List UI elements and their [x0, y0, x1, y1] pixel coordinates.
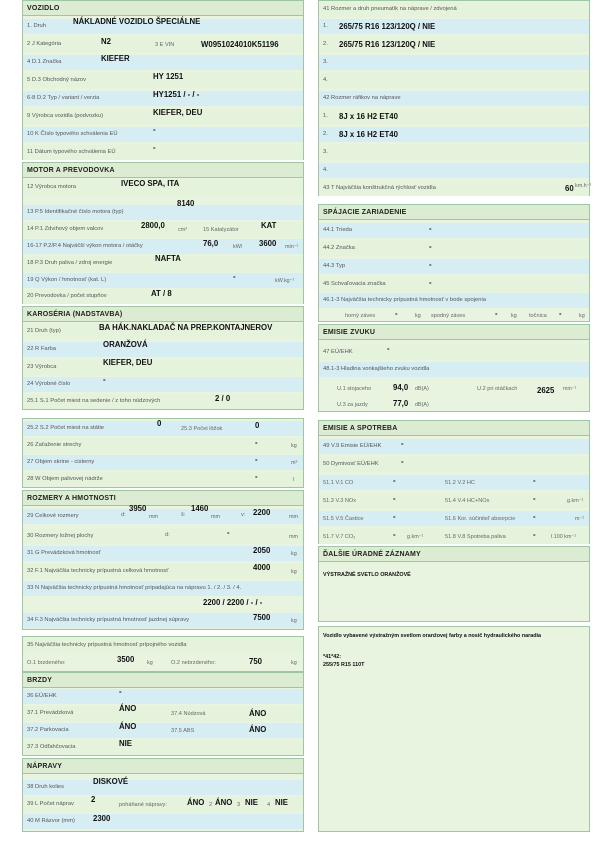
prevodovka-value: AT / 8	[151, 289, 172, 298]
vyrobca-value: KIEFER, DEU	[153, 108, 203, 117]
row-znacka: 4 D.1 Značka	[23, 55, 303, 70]
rychlost-value: 60	[565, 184, 574, 193]
row-datum-schvalenia: 11 Dátum typového schválenia EÚ	[23, 145, 303, 160]
nadrz-value: -	[255, 472, 258, 481]
prevadzkova-value: ÁNO	[119, 704, 137, 713]
brzdy-section	[22, 672, 304, 756]
unit-kg: kg	[291, 618, 297, 624]
unit-cm3: cm³	[178, 227, 187, 233]
row-vykon: 16-17 P.2/P.4 Najväčší výkon motora / otáčky	[23, 239, 303, 254]
o1-value: 3500	[117, 655, 135, 664]
dlzka-value: 3950	[129, 504, 147, 513]
row-farba: 22 R Farba	[23, 342, 303, 357]
row-eu: 36 EÚ/EHK	[23, 689, 303, 704]
zaznamy-section	[318, 546, 590, 622]
row-typ: 6-8 D.2 Typ / variant / verzia	[23, 91, 303, 106]
u2-label: U.2 pri otáčkach	[477, 386, 518, 392]
row-pneu-3: 3.	[319, 55, 589, 70]
row-hladina: 48.1-3 Hladina vonkajšieho zvuku vozidla	[319, 362, 589, 377]
lozna-value: -	[227, 528, 230, 537]
karoseria-section	[22, 306, 304, 410]
pohanane-3: NIE	[245, 798, 258, 807]
section-title: SPÁJACIE ZARIADENIE	[319, 205, 589, 220]
vin-value: W0951024010K51196	[201, 40, 279, 49]
row-druh: 1. Druh	[23, 19, 303, 34]
datum-schvalenia-value: -	[153, 143, 156, 152]
spotreba-label: 51.8 V.8 Spotreba paliva	[445, 534, 506, 540]
kategoria-value: N2	[101, 37, 111, 46]
row-prevadzkova: 37.1 Prevádzková	[23, 706, 303, 721]
vykon-value: 76,0	[203, 239, 219, 248]
section-title: NÁPRAVY	[23, 759, 303, 774]
row-naprava: 33 N Najväčšia technicky prípustná hmotnosť pripadajúca na nápravu 1. / 2. / 3. / 4.	[23, 581, 303, 596]
row-rafiky-2: 2.	[319, 127, 589, 142]
abs-value: ÁNO	[249, 725, 267, 734]
row-odlahcovacia: 37.3 Odľahčovacia	[23, 740, 303, 755]
min-unit: min⁻¹	[563, 386, 577, 392]
pneu-section	[318, 0, 590, 196]
row-objem-skrine: 27 Objem skrine - cisterny	[23, 455, 303, 470]
pohanane-1: ÁNO	[187, 798, 205, 807]
row-statie: 25.2 S.2 Počet miest na státie	[23, 421, 303, 436]
trieda-value: -	[429, 224, 432, 233]
u3-value: 77,0	[393, 399, 409, 408]
unit-kg: kg	[291, 660, 297, 666]
nudzova-value: ÁNO	[249, 709, 267, 718]
unit-mm: mm	[211, 514, 220, 520]
row-pocet-naprav: 39 L Počet náprav	[23, 797, 303, 812]
nudzova-label: 37.4 Núdzová	[171, 711, 206, 717]
row-vyrobca: 9 Výrobca vozidla (podvozku)	[23, 109, 303, 124]
miesta-value: 2 / 0	[215, 394, 231, 403]
section-title: KAROSÉRIA (NADSTAVBA)	[23, 307, 303, 322]
row-objem: 14 P.1 Zdvihový objem valcov	[23, 222, 303, 237]
row-vyrobca-motora: 12 Výrobca motora	[23, 180, 303, 195]
schvalovacia-value: -	[429, 278, 432, 287]
absorpcia-label: 51.6 Kor. súčiniteľ absorpcie	[445, 516, 516, 522]
pocet-naprav-value: 2	[91, 795, 96, 804]
druh-kolies-value: DISKOVÉ	[93, 777, 129, 786]
row-kategoria: 2 J Kategória	[23, 37, 303, 52]
unit-kg: kg	[579, 313, 585, 319]
row-pneu-4: 4.	[319, 73, 589, 88]
section-title: BRZDY	[23, 673, 303, 688]
o2-label: O.2 nebrzdeného:	[171, 660, 216, 666]
hc-nox-value: -	[533, 494, 536, 503]
spodny-zaves-label: spodný záves	[431, 313, 466, 319]
zaznam-text-4: 255/75 R15 110T	[323, 662, 365, 668]
pneu-value-1: 265/75 R16 123/120Q / NIE	[339, 22, 436, 31]
nox-value: -	[393, 494, 396, 503]
row-druh-typ: 21 Druh (typ)	[23, 324, 303, 339]
unit-gkm: g.km⁻¹	[407, 534, 424, 540]
id-motora-value: 8140	[177, 199, 195, 208]
dlzka-prefix: d:	[121, 512, 126, 518]
o1-label: O.1 brzdeného:	[27, 660, 66, 666]
karoseria2-section	[22, 418, 304, 488]
lozok-value: 0	[255, 421, 260, 430]
row-schvalovacia: 45 Schvaľovacia značka	[319, 277, 589, 292]
unit-kw: kW/	[233, 244, 243, 250]
odlahcovacia-value: NIE	[119, 739, 132, 748]
row-emisie-eu: 49 V.9 Emisie EÚ/EHK	[319, 439, 589, 454]
row-miesta: 25.1 S.1 Počet miest na sedenie / z toho núdzových	[23, 394, 303, 409]
row-privesne: 35 Najväčšia technicky prípustná hmotnosť prípojného vozidla	[23, 638, 303, 653]
dymivost-value: -	[401, 457, 404, 466]
section-title: MOTOR A PREVODOVKA	[23, 163, 303, 178]
supravy-value: 7500	[253, 613, 271, 622]
napravy-section	[22, 758, 304, 832]
vin-label: 3 E VIN	[155, 42, 175, 48]
lozok-label: 25.3 Počet lôžok	[181, 426, 223, 432]
row-vyrobca: 23 Výrobca	[23, 360, 303, 375]
unit-kwkg: kW.kg⁻¹	[275, 278, 295, 284]
znacka-value: -	[429, 242, 432, 251]
pohanane-num-3: 3	[237, 802, 241, 808]
pohanane-num-2: 2	[209, 802, 213, 808]
horny-zaves-value: -	[395, 309, 398, 318]
rozmery-section	[22, 490, 304, 630]
rychlost-unit: km.h⁻¹	[575, 183, 592, 189]
unit-gkm: g.km⁻¹	[567, 498, 584, 504]
cislo-schvalenia-value: -	[153, 125, 156, 134]
emisie-eu-value: -	[401, 439, 404, 448]
vozidlo-section	[22, 0, 304, 160]
poznamky-section	[318, 626, 590, 832]
pohanane-4: NIE	[275, 798, 288, 807]
sirka-prefix: š:	[181, 512, 186, 518]
row-prevodovka: 20 Prevodovka / počet stupňov	[23, 289, 303, 304]
rafiky-value-2: 8J x 16 H2 ET40	[339, 130, 398, 139]
palivo-value: NAFTA	[155, 254, 181, 263]
row-hluk-eu: 47 EÚ/EHK	[319, 345, 589, 360]
abs-label: 37.5 ABS	[171, 728, 195, 734]
castice-label: 51.5 V.5 Častice	[323, 516, 364, 522]
unit-kg: kg	[291, 551, 297, 557]
druh-value: NÁKLADNÉ VOZIDLO ŠPECIÁLNE	[73, 17, 201, 26]
vyska-value: 2200	[253, 508, 271, 517]
unit-min: min⁻¹	[285, 244, 299, 250]
hluk-eu-value: -	[387, 344, 390, 353]
row-vyrobne-cislo: 24 Výrobné číslo	[23, 377, 303, 392]
unit-kg: kg	[147, 660, 153, 666]
row-znacka: 44.2 Značka	[319, 241, 589, 256]
row-pneu-2: 2.	[319, 37, 589, 52]
row-rychlost: 43 T Najväčšia konštrukčná rýchlosť vozidla	[319, 181, 589, 196]
pohanane-num-4: 4	[267, 802, 271, 808]
katalyzator-label: 15 Katalyzátor	[203, 227, 239, 233]
unit-mm: mm	[289, 534, 298, 540]
row-pneu-1: 1.	[319, 19, 589, 34]
hluk-section	[318, 324, 590, 412]
section-title: VOZIDLO	[23, 1, 303, 16]
tocnica-label: točnica	[529, 313, 547, 319]
razvor-value: 2300	[93, 814, 111, 823]
rafiky-value-1: 8J x 16 H2 ET40	[339, 112, 398, 121]
pohanane-label: poháňané nápravy:	[119, 802, 167, 808]
motor-section	[22, 162, 304, 304]
row-typ: 44.3 Typ	[319, 259, 589, 274]
karoseria-druh-value: BA HÁK.NAKLADAČ NA PREP.KONTAJNEROV	[99, 323, 273, 332]
sirka-value: 1460	[191, 504, 209, 513]
co2-label: 51.7 V.7 CO₂	[323, 534, 356, 540]
row-rafiky-3: 3.	[319, 145, 589, 160]
row-id-motora: 13 P.5 Identifikačné číslo motora (typ)	[23, 205, 303, 220]
section-title: EMISIE ZVUKU	[319, 325, 589, 340]
horny-zaves-label: horný záves	[345, 313, 376, 319]
emisie-section	[318, 420, 590, 544]
row-hmotnost-spojenia: 46.1-3 Najväčšia technicky prípustná hmotnosť v bode spojenia	[319, 293, 589, 308]
row-lozna-plocha: 30 Rozmery ložnej plochy	[23, 529, 303, 544]
row-druh-kolies: 38 Druh kolies	[23, 780, 303, 795]
row-pneu-title: 41 Rozmer a druh pneumatík na nápravе / zdvojená	[319, 2, 589, 17]
nox-label: 51.3 V.3 NOx	[323, 498, 357, 504]
co-value: -	[393, 476, 396, 485]
co2-value: -	[393, 530, 396, 539]
otacky-value: 3600	[259, 239, 277, 248]
znacka-value: KIEFER	[101, 54, 130, 63]
row-razvor: 40 M Rázvor (mm)	[23, 814, 303, 829]
section-title: ĎALŠIE ÚRADNÉ ZÁZNAMY	[319, 547, 589, 562]
unit-kg: kg	[291, 443, 297, 449]
row-rafiky-1: 1.	[319, 109, 589, 124]
hc-value: -	[533, 476, 536, 485]
co-label: 51.1 V.1 CO	[323, 480, 354, 486]
pohanane-2: ÁNO	[215, 798, 233, 807]
unit-kg: kg	[415, 313, 421, 319]
row-cislo-schvalenia: 10 K Číslo typového schválenia EÚ	[23, 127, 303, 142]
u2-value: 2625	[537, 386, 555, 395]
unit-kg: kg	[291, 569, 297, 575]
castice-value: -	[393, 512, 396, 521]
unit-l: l	[293, 477, 295, 483]
db-unit: dB(A)	[415, 402, 429, 408]
row-obchodny-nazov: 5 D.3 Obchodný názov	[23, 73, 303, 88]
unit-mm: mm	[289, 514, 298, 520]
row-dymivost: 50 Dymivosť EÚ/EHK	[319, 457, 589, 472]
brzdy-eu-value: -	[119, 687, 122, 696]
zaznam-text-3: *41*42:	[323, 654, 341, 660]
parkovacia-value: ÁNO	[119, 722, 137, 731]
row-nadrz: 28 W Objem palivovej nádrže	[23, 472, 303, 487]
vyrobca-motora-value: IVECO SPA, ITA	[121, 179, 180, 188]
typ-value: HY1251 / - / -	[153, 90, 200, 99]
katalyzator-value: KAT	[261, 221, 277, 230]
zaznam-text-2: Vozidlo vybavené výstražným svetlom oranžovej farby a nosič hydraulického naradia	[323, 633, 541, 639]
objem-skrine-value: -	[255, 455, 258, 464]
row-trieda: 44.1 Trieda	[319, 223, 589, 238]
celkova-value: 4000	[253, 563, 271, 572]
row-parkovacia: 37.2 Parkovacia	[23, 723, 303, 738]
vykon-hmotnost-value: -	[233, 272, 236, 281]
row-strecha: 26 Zaťaženie strechy	[23, 438, 303, 453]
hc-nox-label: 51.4 V.4 HC+NOx	[445, 498, 490, 504]
row-celkova: 32 F.1 Najväčšia technicky prípustná celková hmotnosť	[23, 564, 303, 579]
tocnica-value: -	[559, 309, 562, 318]
absorpcia-value: -	[533, 512, 536, 521]
unit-mm: mm	[149, 514, 158, 520]
row-vykon-hmotnost: 19 Q Výkon / hmotnosť (kat. L)	[23, 273, 303, 288]
u3-label: U.3 za jazdy	[337, 402, 368, 408]
hc-label: 51.2 V.2 HC	[445, 480, 475, 486]
row-celkove-rozmery: 29 Celkové rozmery	[23, 509, 303, 524]
vyska-prefix: v:	[241, 512, 246, 518]
objem-value: 2800,0	[141, 221, 165, 230]
row-rafiky-4: 4.	[319, 163, 589, 178]
karoseria-vyrobca-value: KIEFER, DEU	[103, 358, 153, 367]
privesne-section	[22, 636, 304, 672]
zaznam-text-1: VÝSTRAŽNÉ SVETLO ORANŽOVÉ	[323, 572, 411, 578]
typ-value: -	[429, 260, 432, 269]
u1-value: 94,0	[393, 383, 409, 392]
row-rafiky-title: 42 Rozmer ráfikov na nápravе	[319, 91, 589, 106]
vyrobne-cislo-value: -	[103, 375, 106, 384]
o2-value: 750	[249, 657, 263, 666]
spotreba-value: -	[533, 530, 536, 539]
spodny-zaves-value: -	[495, 309, 498, 318]
prevadzkova-value: 2050	[253, 546, 271, 555]
strecha-value: -	[255, 438, 258, 447]
obchodny-nazov-value: HY 1251	[153, 72, 184, 81]
naprava-value: 2200 / 2200 / - / -	[203, 598, 263, 607]
unit-m: m⁻¹	[575, 516, 585, 522]
row-prevadzkova: 31 G Prevádzková hmotnosť	[23, 546, 303, 561]
db-unit: dB(A)	[415, 386, 429, 392]
section-title: ROZMERY A HMOTNOSTI	[23, 491, 303, 506]
statie-value: 0	[157, 419, 162, 428]
lozna-d-prefix: d:	[165, 532, 170, 538]
spojacie-section	[318, 204, 590, 322]
unit-kg: kg	[511, 313, 517, 319]
unit-m3: m³	[291, 460, 298, 466]
row-supravy: 34 F.3 Najväčšia technicky prípustná hmotnosť jazdnej súpravy	[23, 613, 303, 628]
section-title: EMISIE A SPOTREBA	[319, 421, 589, 436]
u1-label: U.1 stojaceho	[337, 386, 372, 392]
unit-l100km: l.100 km⁻¹	[551, 534, 577, 540]
row-palivo: 18 P.3 Druh paliva / zdroj energie	[23, 256, 303, 271]
pneu-value-2: 265/75 R16 123/120Q / NIE	[339, 40, 436, 49]
farba-value: ORANŽOVÁ	[103, 340, 148, 349]
